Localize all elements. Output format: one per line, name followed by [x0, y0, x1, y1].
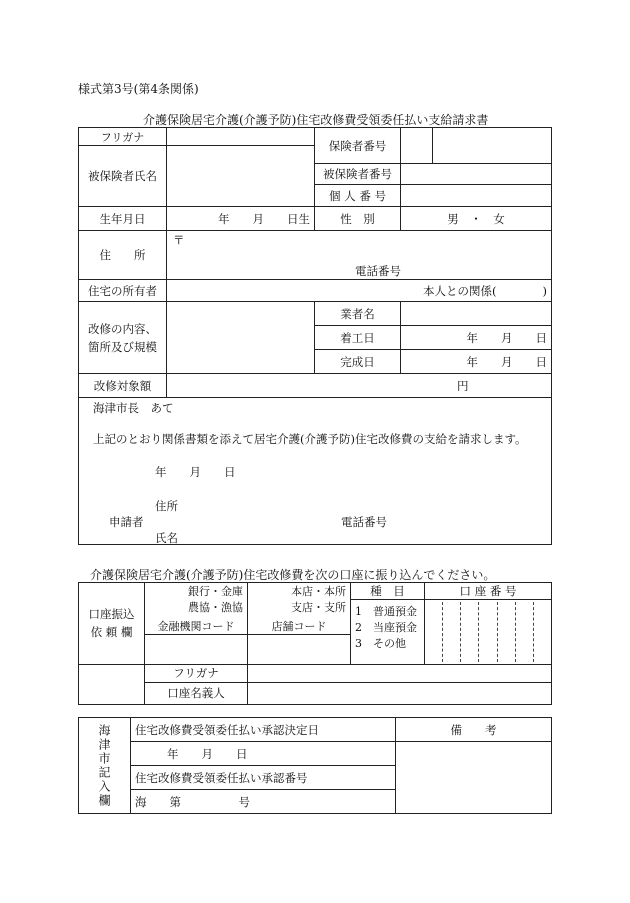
bank-code-field[interactable] — [145, 634, 248, 664]
request-text: 上記のとおり関係書類を添えて居宅介護(介護予防)住宅改修費の支給を請求します。 — [93, 432, 527, 446]
content-field[interactable] — [167, 302, 315, 374]
sex-label: 性 別 — [315, 207, 401, 231]
insured-name-label: 被保険者氏名 — [79, 146, 167, 207]
applicant-address-label: 住所 — [155, 499, 178, 513]
relation-field[interactable]: 本人との関係( ) — [167, 280, 552, 302]
contractor-label: 業者名 — [315, 302, 401, 326]
insured-number-field[interactable] — [401, 164, 552, 185]
insured-number-label: 被保険者番号 — [315, 164, 401, 185]
applicant-name-label: 氏名 — [155, 531, 178, 545]
request-block — [79, 398, 552, 545]
content-label: 改修の内容、 箇所及び規模 — [79, 302, 167, 374]
form-title: 介護保険居宅介護(介護予防)住宅改修費受領委任払い支給請求書 — [143, 113, 489, 127]
kind-label: 種 目 — [351, 583, 425, 600]
approval-number-field[interactable]: 海 第 号 — [131, 790, 396, 814]
bank-label-spacer — [79, 664, 145, 704]
end-date-label: 完成日 — [315, 350, 401, 374]
addressee: 海津市長 あて — [93, 401, 174, 415]
bank-code-label: 金融機関コード — [145, 618, 248, 635]
postal-mark: 〒 — [173, 233, 185, 247]
kind-options[interactable]: 1 普通預金 2 当座預金 3 その他 — [351, 600, 425, 665]
holder-furigana-field[interactable] — [248, 664, 552, 682]
contractor-field[interactable] — [401, 302, 552, 326]
sex-options[interactable]: 男 ・ 女 — [401, 207, 552, 231]
bank-table — [78, 582, 552, 705]
branch-code-field[interactable] — [248, 634, 351, 664]
personal-number-label: 個 人 番 号 — [315, 185, 401, 207]
birthdate-label: 生年月日 — [79, 207, 167, 231]
end-date-field[interactable]: 年 月 日 — [401, 350, 552, 374]
approval-date-label: 住宅改修費受領委任払い承認決定日 — [131, 718, 396, 742]
holder-field[interactable] — [248, 682, 552, 704]
remarks-field[interactable] — [396, 742, 552, 814]
bank-types[interactable]: 銀行・金庫 農協・漁協 — [145, 583, 248, 618]
account-number-field[interactable] — [425, 600, 552, 665]
holder-furigana-label: フリガナ — [145, 664, 248, 682]
city-label: 海津市記入欄 — [79, 718, 131, 814]
holder-label: 口座名義人 — [145, 682, 248, 704]
furigana-label: フリガナ — [79, 128, 167, 146]
start-date-field[interactable]: 年 月 日 — [401, 326, 552, 350]
owner-label: 住宅の所有者 — [79, 280, 167, 302]
form-number: 様式第3号(第4条関係) — [78, 82, 199, 96]
start-date-label: 着工日 — [315, 326, 401, 350]
amount-field[interactable]: 円 — [167, 374, 552, 398]
branch-types[interactable]: 本店・本所 支店・支所 — [248, 583, 351, 618]
phone-label: 電話番号 — [355, 264, 401, 278]
birthdate-field[interactable]: 年 月 日生 — [167, 207, 315, 231]
request-date[interactable]: 年 月 日 — [155, 465, 236, 479]
approval-number-label: 住宅改修費受領委任払い承認番号 — [131, 766, 396, 790]
furigana-field[interactable] — [167, 128, 315, 146]
amount-label: 改修対象額 — [79, 374, 167, 398]
bank-intro: 介護保険居宅介護(介護予防)住宅改修費を次の口座に振り込んでください。 — [90, 568, 496, 582]
address-field[interactable] — [167, 231, 552, 280]
applicant-label: 申請者 — [109, 515, 144, 529]
insurer-number-field-a[interactable] — [401, 128, 433, 164]
branch-code-label: 店舗コード — [248, 618, 351, 635]
city-table — [78, 717, 552, 814]
personal-number-field[interactable] — [401, 185, 552, 207]
approval-date-field[interactable]: 年 月 日 — [131, 742, 396, 766]
account-number-label: 口 座 番 号 — [425, 583, 552, 600]
application-table — [78, 127, 552, 545]
bank-request-label: 口座振込 依 頼 欄 — [79, 583, 145, 665]
remarks-label: 備 考 — [396, 718, 552, 742]
insurer-number-field[interactable] — [433, 128, 552, 164]
insured-name-field[interactable] — [167, 146, 315, 207]
insurer-number-label: 保険者番号 — [315, 128, 401, 164]
applicant-phone-label: 電話番号 — [341, 515, 387, 529]
address-label: 住 所 — [79, 231, 167, 280]
